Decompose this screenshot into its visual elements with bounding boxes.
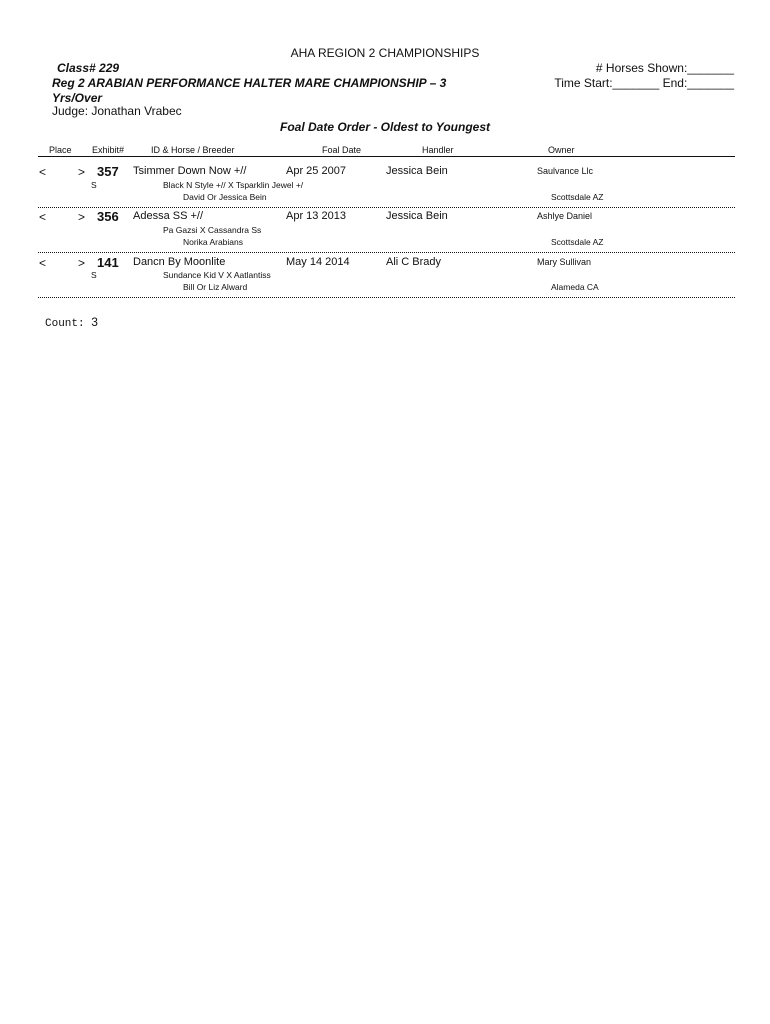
header-rule bbox=[38, 156, 735, 157]
owner-name: Ashlye Daniel bbox=[537, 211, 593, 221]
column-header-exhibit: Exhibit# bbox=[92, 145, 125, 155]
handler-name: Ali C Brady bbox=[386, 256, 442, 268]
pedigree: Sundance Kid V X Aatlantiss bbox=[163, 270, 271, 280]
pedigree: Black N Style +// X Tsparklin Jewel +/ bbox=[163, 180, 304, 190]
exhibit-number: 357 bbox=[97, 164, 119, 179]
class-number: Class# 229 bbox=[57, 61, 120, 75]
horse-name: Dancn By Moonlite bbox=[133, 256, 226, 268]
event-title: AHA REGION 2 CHAMPIONSHIPS bbox=[290, 46, 480, 60]
owner-location: Scottsdale AZ bbox=[551, 192, 604, 202]
entry-count bbox=[45, 315, 98, 330]
handler-name: Jessica Bein bbox=[386, 165, 448, 177]
time-start-end-field: Time Start:_______ End:_______ bbox=[554, 76, 734, 90]
foal-date: Apr 13 2013 bbox=[286, 210, 346, 222]
breeder-name: David Or Jessica Bein bbox=[183, 192, 267, 202]
class-name: Reg 2 ARABIAN PERFORMANCE HALTER MARE CHAMPIONSHIP – 3 Yrs/Over bbox=[52, 76, 447, 105]
place-left-bracket: < bbox=[39, 210, 47, 224]
column-header-horse-breeder: ID & Horse / Breeder bbox=[151, 145, 235, 155]
horses-shown-field: # Horses Shown:_______ bbox=[595, 61, 734, 75]
foal-date: May 14 2014 bbox=[286, 256, 350, 268]
column-header-place: Place bbox=[49, 145, 72, 155]
sort-order-title: Foal Date Order - Oldest to Youngest bbox=[279, 120, 491, 134]
owner-name: Saulvance Llc bbox=[537, 166, 594, 176]
column-header-foal-date: Foal Date bbox=[322, 145, 362, 155]
handler-name: Jessica Bein bbox=[386, 210, 448, 222]
horse-name: Adessa SS +// bbox=[133, 210, 204, 222]
breeder-name: Norika Arabians bbox=[183, 237, 244, 247]
owner-location: Scottsdale AZ bbox=[551, 237, 604, 247]
judge-name: Judge: Jonathan Vrabec bbox=[52, 104, 182, 118]
count-label: Count: bbox=[45, 318, 85, 330]
row-divider bbox=[38, 207, 735, 208]
place-right-bracket: > bbox=[78, 165, 86, 179]
breeder-name: Bill Or Liz Alward bbox=[183, 282, 248, 292]
row-divider bbox=[38, 252, 735, 253]
place-left-bracket: < bbox=[39, 165, 47, 179]
owner-location: Alameda CA bbox=[551, 282, 599, 292]
place-right-bracket: > bbox=[78, 210, 86, 224]
exhibit-number: 356 bbox=[97, 209, 119, 224]
place-right-bracket: > bbox=[78, 256, 86, 270]
exhibit-number: 141 bbox=[97, 255, 119, 270]
horse-name: Tsimmer Down Now +// bbox=[133, 165, 247, 177]
owner-name: Mary Sullivan bbox=[537, 257, 592, 267]
column-header-handler: Handler bbox=[422, 145, 454, 155]
column-header-owner: Owner bbox=[548, 145, 575, 155]
count-value: 3 bbox=[91, 315, 98, 329]
id-code: S bbox=[91, 180, 97, 190]
pedigree: Pa Gazsi X Cassandra Ss bbox=[163, 225, 262, 235]
foal-date: Apr 25 2007 bbox=[286, 165, 346, 177]
place-left-bracket: < bbox=[39, 256, 47, 270]
row-divider bbox=[38, 297, 735, 298]
id-code: S bbox=[91, 270, 97, 280]
